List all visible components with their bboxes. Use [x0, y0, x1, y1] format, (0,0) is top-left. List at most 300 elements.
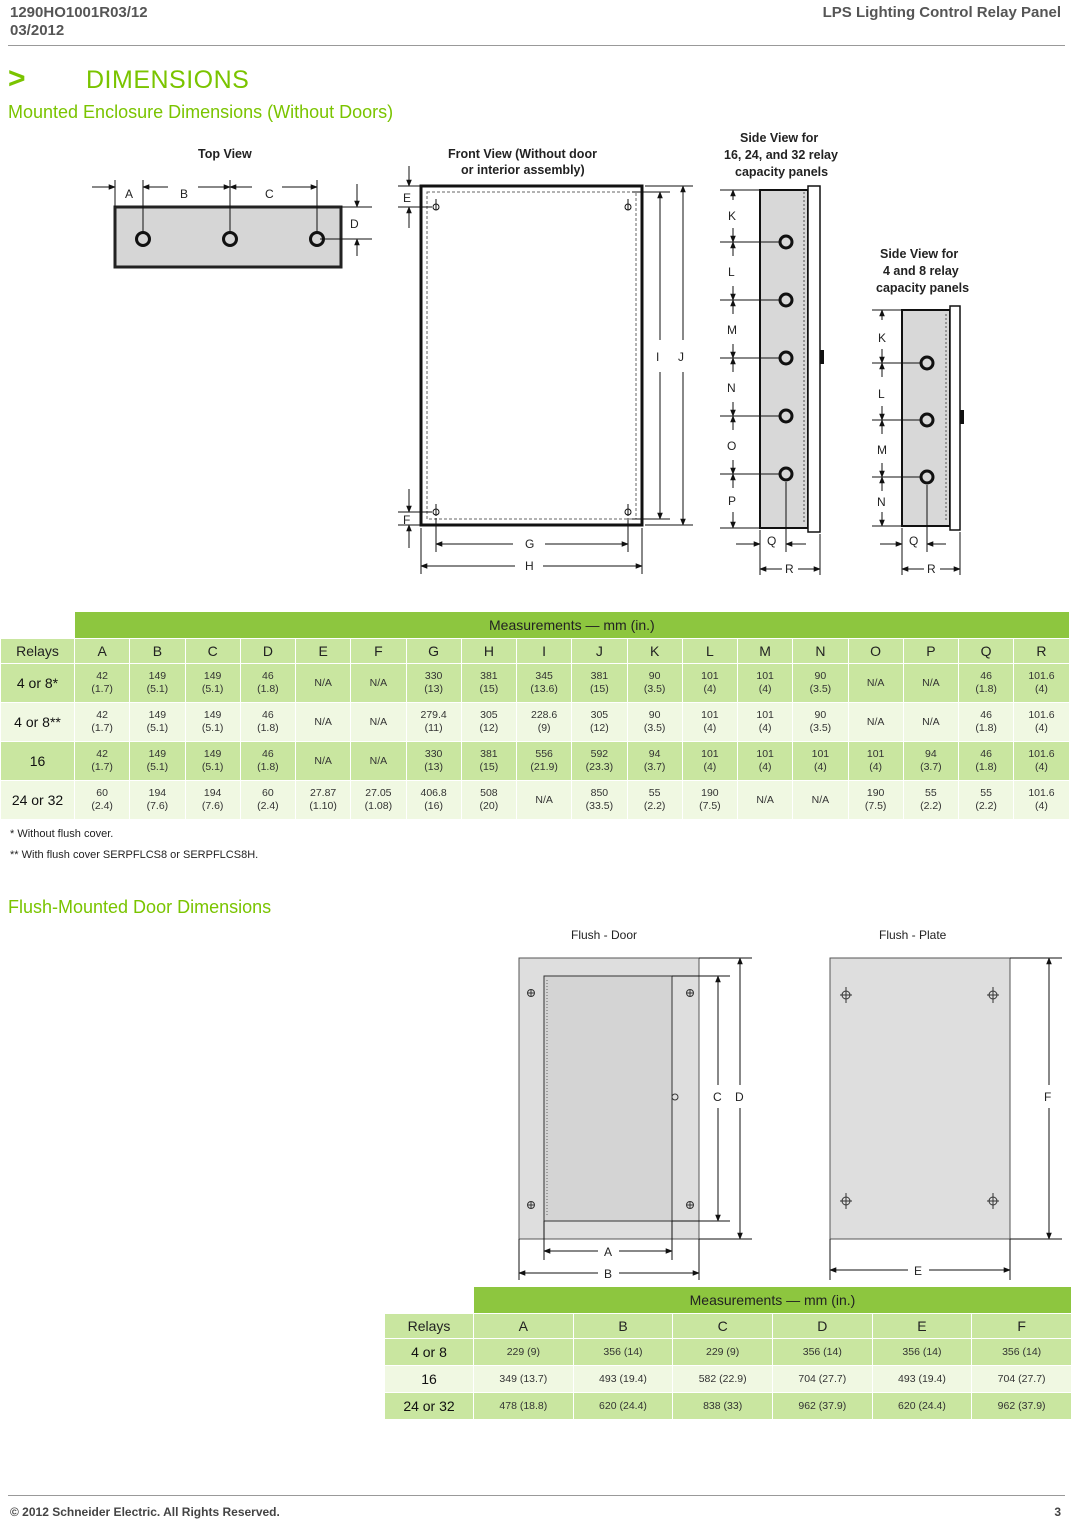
- dim-label-k: K: [728, 209, 737, 223]
- flush-dim-d: D: [735, 1090, 744, 1104]
- table-cell: [959, 742, 1014, 781]
- cell-mm: 381: [480, 748, 498, 760]
- table-cell: 620 (24.4): [573, 1393, 673, 1420]
- cell-in: (1.7): [91, 683, 113, 695]
- dim-label-n: N: [727, 381, 736, 395]
- cell-in: (5.1): [146, 761, 169, 773]
- table-cell: 356 (14): [772, 1339, 872, 1366]
- flush-dim-c: C: [713, 1090, 722, 1104]
- table-cell: [351, 781, 406, 820]
- table-cell: 478 (18.8): [474, 1393, 574, 1420]
- cell-mm: 190: [866, 787, 885, 799]
- cell-mm: 101.6: [1028, 748, 1055, 760]
- table-row: [385, 1339, 1072, 1366]
- cell-mm: 101.6: [1028, 709, 1055, 721]
- cell-in: (1.8): [257, 761, 279, 773]
- table-cell: [793, 703, 848, 742]
- row-label: 16: [1, 742, 75, 781]
- table-cell: [682, 781, 737, 820]
- table-cell: [296, 781, 351, 820]
- column-header-f: F: [972, 1314, 1072, 1339]
- cell-mm: 55: [648, 787, 661, 799]
- cell-in: (12): [590, 722, 609, 734]
- flush-table-corner: [385, 1287, 474, 1314]
- table-cell: [848, 742, 903, 781]
- table-cell: 704 (27.7): [972, 1366, 1072, 1393]
- table-cell: 838 (33): [673, 1393, 773, 1420]
- table-cell: 493 (19.4): [872, 1366, 972, 1393]
- table-cell: [75, 781, 130, 820]
- dim-label-i: I: [656, 350, 660, 364]
- cell-mm: N/A: [369, 676, 388, 689]
- cell-in: (1.8): [257, 722, 279, 734]
- table-row: [1, 781, 1070, 820]
- cell-mm: 406.8: [420, 787, 447, 799]
- dim-label-k-small: K: [878, 331, 887, 345]
- column-header-m: M: [738, 639, 793, 664]
- top-view-label: Top View: [198, 147, 252, 161]
- cell-in: (4): [758, 683, 772, 695]
- cell-in: (21.9): [530, 761, 558, 773]
- table-cell: [627, 742, 682, 781]
- cell-mm: 345: [535, 670, 553, 682]
- table-row: [1, 664, 1070, 703]
- column-header-h: H: [461, 639, 516, 664]
- dim-label-l-small: L: [878, 387, 885, 401]
- cell-mm: 101.6: [1028, 787, 1055, 799]
- cell-mm: N/A: [756, 793, 774, 806]
- mounted-title: Mounted Enclosure Dimensions (Without Doors): [8, 102, 394, 122]
- cell-mm: 46: [980, 748, 992, 760]
- cell-mm: 508: [480, 787, 498, 799]
- column-header-o: O: [848, 639, 903, 664]
- table-cell: 704 (27.7): [772, 1366, 872, 1393]
- column-header-f: F: [351, 639, 406, 664]
- table-cell: [627, 781, 682, 820]
- table-cell: [130, 742, 185, 781]
- cell-in: (5.1): [146, 683, 169, 695]
- table-cell: 356 (14): [972, 1339, 1072, 1366]
- cell-mm: N/A: [314, 754, 332, 767]
- cell-mm: 149: [203, 709, 222, 721]
- flush-door-label: Flush - Door: [571, 928, 638, 942]
- column-header-c: C: [673, 1314, 773, 1339]
- table-cell: [296, 664, 351, 703]
- cell-mm: 381: [480, 670, 498, 682]
- table-cell: [738, 781, 793, 820]
- section-title: DIMENSIONS: [86, 66, 250, 94]
- table-cell: [185, 703, 240, 742]
- table-cell: [959, 664, 1014, 703]
- table-row: [385, 1366, 1072, 1393]
- cell-in: (1.10): [309, 800, 337, 812]
- flush-measurements-table: [384, 1286, 1072, 1420]
- cell-in: (4): [703, 722, 717, 734]
- cell-mm: 194: [148, 787, 167, 799]
- cell-in: (2.2): [920, 800, 942, 812]
- cell-mm: 850: [590, 787, 609, 799]
- cell-mm: 94: [925, 748, 937, 760]
- cell-mm: 330: [424, 670, 443, 682]
- side-large-label-2: 16, 24, and 32 relay: [724, 148, 838, 162]
- dim-label-r: R: [785, 562, 794, 576]
- cell-mm: N/A: [866, 676, 885, 689]
- row-label: 4 or 8*: [1, 664, 75, 703]
- table-cell: [572, 781, 627, 820]
- cell-mm: 190: [701, 787, 719, 799]
- table-cell: [351, 664, 406, 703]
- dim-label-m-small: M: [877, 443, 887, 457]
- cell-in: (3.5): [643, 683, 666, 695]
- column-header-e: E: [296, 639, 351, 664]
- cell-in: (2.4): [91, 800, 113, 812]
- table-cell: [848, 664, 903, 703]
- dim-label-o: O: [727, 439, 737, 453]
- table-cell: [682, 703, 737, 742]
- cell-in: (4): [1035, 722, 1048, 734]
- doc-title: LPS Lighting Control Relay Panel: [822, 4, 1061, 21]
- column-header-relays: Relays: [385, 1314, 474, 1339]
- cell-mm: 46: [262, 670, 274, 682]
- column-header-n: N: [793, 639, 848, 664]
- page-number: 3: [1054, 1505, 1061, 1519]
- column-header-j: J: [572, 639, 627, 664]
- cell-in: (5.1): [201, 761, 224, 773]
- column-header-relays: Relays: [1, 639, 75, 664]
- table-cell: [738, 742, 793, 781]
- cell-mm: 149: [203, 670, 222, 682]
- table-cell: [572, 742, 627, 781]
- flush-dim-a: A: [604, 1245, 613, 1259]
- table-cell: [296, 742, 351, 781]
- flush-plate: [830, 928, 1062, 1280]
- table-cell: [185, 781, 240, 820]
- cell-in: (13.6): [530, 683, 558, 695]
- cell-mm: 228.6: [530, 709, 558, 721]
- table-cell: [351, 742, 406, 781]
- cell-in: (2.2): [643, 800, 666, 812]
- table-cell: 962 (37.9): [772, 1393, 872, 1420]
- side-small-label-2: 4 and 8 relay: [883, 264, 959, 278]
- cell-mm: 42: [96, 670, 108, 682]
- cell-in: (4): [758, 722, 772, 734]
- table-cell: 229 (9): [673, 1339, 773, 1366]
- cell-in: (20): [479, 800, 499, 812]
- row-label: 24 or 32: [385, 1393, 474, 1420]
- cell-mm: N/A: [535, 793, 553, 806]
- row-label: 16: [385, 1366, 474, 1393]
- table-cell: [406, 742, 461, 781]
- table-cell: [517, 742, 572, 781]
- cell-in: (7.5): [864, 800, 887, 812]
- dim-label-b: B: [180, 187, 189, 201]
- dim-label-n-small: N: [877, 495, 886, 509]
- doc-date: 03/2012: [10, 22, 65, 39]
- table-cell: [130, 703, 185, 742]
- cell-mm: 27.05: [365, 787, 392, 799]
- cell-mm: 149: [148, 670, 167, 682]
- flush-dim-b: B: [604, 1267, 613, 1281]
- dim-label-p: P: [728, 494, 737, 508]
- cell-in: (4): [758, 761, 772, 773]
- table-cell: [1014, 781, 1069, 820]
- cell-in: (7.5): [699, 800, 721, 812]
- table-row: [385, 1393, 1072, 1420]
- table-cell: [517, 703, 572, 742]
- cell-in: (1.8): [975, 683, 997, 695]
- cell-in: (15): [590, 683, 609, 695]
- table-row: [1, 742, 1070, 781]
- cell-in: (3.5): [643, 722, 666, 734]
- table-cell: [130, 781, 185, 820]
- column-header-a: A: [474, 1314, 574, 1339]
- table-cell: [903, 781, 958, 820]
- dim-label-j: J: [678, 350, 684, 364]
- cell-in: (3.7): [643, 761, 666, 773]
- footnote-2: ** With flush cover SERPFLCS8 or SERPFLCS8H.: [10, 849, 259, 861]
- cell-mm: N/A: [314, 715, 332, 728]
- cell-mm: 149: [148, 709, 167, 721]
- table-cell: [793, 742, 848, 781]
- table-cell: [130, 664, 185, 703]
- front-view-label-2: or interior assembly): [461, 163, 585, 177]
- side-view-small: [872, 247, 969, 576]
- dim-label-g: G: [525, 537, 535, 551]
- cell-in: (2.2): [975, 800, 997, 812]
- table-cell: 349 (13.7): [474, 1366, 574, 1393]
- cell-mm: 381: [590, 670, 609, 682]
- cell-in: (13): [424, 761, 443, 773]
- table-cell: [240, 703, 295, 742]
- row-label: 24 or 32: [1, 781, 75, 820]
- cell-in: (4): [703, 761, 717, 773]
- cell-in: (5.1): [146, 722, 169, 734]
- table-cell: [793, 781, 848, 820]
- dim-label-c: C: [265, 187, 274, 201]
- cell-in: (11): [424, 722, 443, 734]
- cell-mm: 101.6: [1028, 670, 1055, 682]
- table-cell: [75, 664, 130, 703]
- side-small-label-1: Side View for: [880, 247, 959, 261]
- table-cell: [461, 703, 516, 742]
- table-cell: [738, 664, 793, 703]
- cell-in: (5.1): [201, 683, 224, 695]
- table-cell: [682, 664, 737, 703]
- cell-in: (33.5): [585, 800, 614, 812]
- table-cell: [1014, 664, 1069, 703]
- copyright: © 2012 Schneider Electric. All Rights Reserved.: [10, 1505, 280, 1519]
- cell-mm: 101: [756, 748, 774, 760]
- cell-mm: 60: [96, 787, 108, 799]
- flush-title: Flush-Mounted Door Dimensions: [8, 897, 272, 917]
- cell-in: (4): [1035, 683, 1048, 695]
- top-view: [92, 147, 372, 267]
- column-header-a: A: [75, 639, 130, 664]
- table-caption: Measurements — mm (in.): [75, 612, 1070, 639]
- cell-mm: 60: [262, 787, 274, 799]
- flush-door: [519, 928, 752, 1281]
- dim-label-h: H: [525, 559, 534, 573]
- table-cell: [240, 664, 295, 703]
- dim-label-r-small: R: [927, 562, 936, 576]
- side-view-large: [720, 131, 838, 576]
- cell-mm: N/A: [369, 715, 388, 728]
- column-header-c: C: [185, 639, 240, 664]
- cell-in: (16): [424, 800, 443, 812]
- table-cell: [461, 664, 516, 703]
- cell-in: (3.5): [809, 683, 832, 695]
- column-header-d: D: [772, 1314, 872, 1339]
- table-cell: [240, 742, 295, 781]
- section-chevron-icon: >: [8, 62, 26, 95]
- table-cell: [240, 781, 295, 820]
- table-cell: 962 (37.9): [972, 1393, 1072, 1420]
- table-cell: [517, 664, 572, 703]
- cell-mm: 101: [811, 748, 830, 760]
- cell-in: (1.7): [91, 722, 113, 734]
- cell-in: (4): [703, 683, 717, 695]
- column-header-k: K: [627, 639, 682, 664]
- cell-mm: 27.87: [309, 787, 337, 799]
- table-corner: [1, 612, 75, 639]
- flush-table-caption: Measurements — mm (in.): [474, 1287, 1072, 1314]
- cell-mm: 55: [980, 787, 992, 799]
- cell-mm: 101: [701, 670, 719, 682]
- cell-mm: 330: [424, 748, 443, 760]
- cell-in: (15): [479, 683, 499, 695]
- cell-in: (1.8): [257, 683, 279, 695]
- column-header-i: I: [517, 639, 572, 664]
- table-cell: 493 (19.4): [573, 1366, 673, 1393]
- table-cell: [903, 742, 958, 781]
- table-cell: [959, 781, 1014, 820]
- cell-mm: N/A: [922, 715, 940, 728]
- cell-mm: 46: [262, 748, 274, 760]
- side-large-label-3: capacity panels: [735, 165, 829, 179]
- table-cell: [1014, 703, 1069, 742]
- cell-mm: N/A: [314, 676, 332, 689]
- cell-mm: N/A: [369, 754, 388, 767]
- table-cell: [1014, 742, 1069, 781]
- table-cell: [185, 664, 240, 703]
- cell-mm: 90: [648, 670, 661, 682]
- table-row: [1, 703, 1070, 742]
- column-header-e: E: [872, 1314, 972, 1339]
- table-cell: [351, 703, 406, 742]
- column-header-r: R: [1014, 639, 1069, 664]
- cell-mm: 101: [866, 748, 885, 760]
- cell-mm: N/A: [811, 793, 830, 806]
- doc-id: 1290HO1001R03/12: [10, 4, 148, 21]
- table-cell: [903, 703, 958, 742]
- table-cell: [848, 781, 903, 820]
- table-cell: [793, 664, 848, 703]
- table-cell: 229 (9): [474, 1339, 574, 1366]
- cell-mm: 46: [980, 670, 992, 682]
- cell-in: (13): [424, 683, 443, 695]
- cell-in: (4): [869, 761, 883, 773]
- table-cell: [903, 664, 958, 703]
- cell-mm: 46: [980, 709, 992, 721]
- cell-mm: 42: [96, 709, 108, 721]
- table-cell: [75, 742, 130, 781]
- dim-label-l: L: [728, 265, 735, 279]
- table-cell: 582 (22.9): [673, 1366, 773, 1393]
- cell-mm: 592: [590, 748, 609, 760]
- column-header-b: B: [573, 1314, 673, 1339]
- footer-divider: [8, 1495, 1065, 1496]
- dim-label-m: M: [727, 323, 737, 337]
- flush-dim-f: F: [1044, 1090, 1052, 1104]
- mounted-measurements-table: [0, 611, 1070, 820]
- cell-mm: 149: [203, 748, 222, 760]
- row-label: 4 or 8**: [1, 703, 75, 742]
- flush-dim-e: E: [914, 1264, 923, 1278]
- column-header-d: D: [240, 639, 295, 664]
- cell-in: (1.8): [975, 761, 997, 773]
- column-header-b: B: [130, 639, 185, 664]
- cell-mm: 101: [756, 670, 774, 682]
- cell-mm: 94: [648, 748, 661, 760]
- column-header-p: P: [903, 639, 958, 664]
- front-view-label-1: Front View (Without door: [448, 147, 597, 161]
- table-cell: [848, 703, 903, 742]
- cell-mm: 305: [590, 709, 609, 721]
- cell-in: (4): [813, 761, 827, 773]
- cell-mm: 90: [648, 709, 661, 721]
- mounted-enclosure-diagram: [0, 0, 1073, 600]
- cell-mm: N/A: [922, 676, 940, 689]
- table-cell: [627, 664, 682, 703]
- dim-label-a: A: [125, 187, 134, 201]
- cell-mm: 556: [535, 748, 553, 760]
- cell-in: (4): [1035, 800, 1048, 812]
- cell-in: (3.5): [809, 722, 832, 734]
- table-cell: 356 (14): [872, 1339, 972, 1366]
- table-cell: [406, 781, 461, 820]
- table-cell: [185, 742, 240, 781]
- table-cell: [682, 742, 737, 781]
- cell-mm: 101: [701, 709, 719, 721]
- table-cell: [572, 664, 627, 703]
- cell-mm: 101: [756, 709, 774, 721]
- table-cell: [461, 742, 516, 781]
- cell-mm: 305: [480, 709, 498, 721]
- table-cell: [572, 703, 627, 742]
- cell-mm: 90: [814, 670, 827, 682]
- cell-mm: 42: [96, 748, 108, 760]
- cell-in: (1.08): [364, 800, 393, 812]
- cell-in: (23.3): [585, 761, 614, 773]
- flush-plate-label: Flush - Plate: [879, 928, 947, 942]
- dim-label-e: E: [403, 191, 412, 205]
- cell-mm: 149: [148, 748, 167, 760]
- front-view: [398, 147, 693, 574]
- cell-in: (1.8): [975, 722, 997, 734]
- column-header-g: G: [406, 639, 461, 664]
- cell-mm: 101: [701, 748, 719, 760]
- table-cell: [738, 703, 793, 742]
- dim-label-q: Q: [767, 534, 777, 548]
- cell-mm: 46: [262, 709, 274, 721]
- table-cell: [296, 703, 351, 742]
- table-cell: [406, 703, 461, 742]
- table-cell: [627, 703, 682, 742]
- flush-door-diagram: [0, 920, 1073, 1285]
- dim-label-d: D: [350, 217, 359, 231]
- cell-in: (2.4): [257, 800, 279, 812]
- cell-in: (3.7): [920, 761, 942, 773]
